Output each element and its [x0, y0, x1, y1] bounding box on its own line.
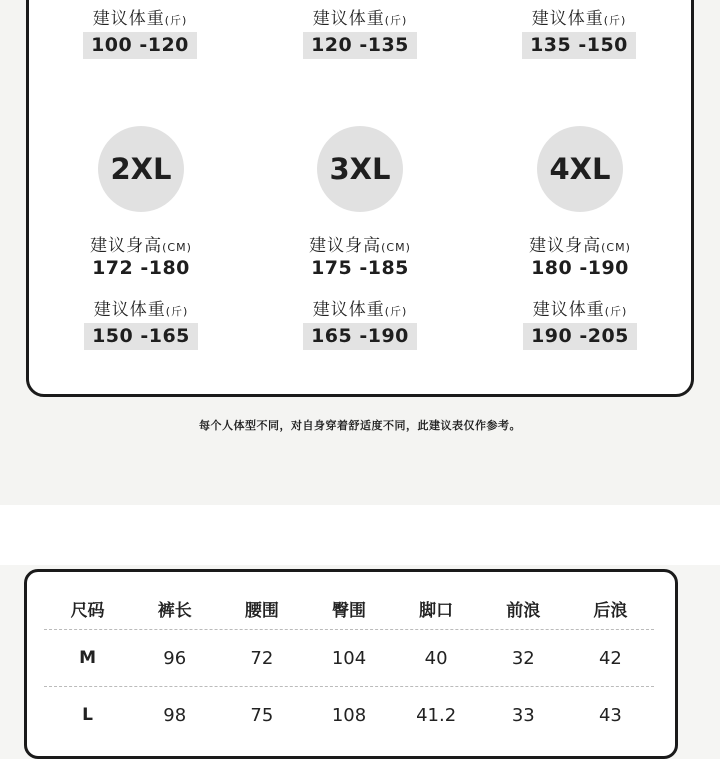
- size-col-3xl: [260, 126, 460, 350]
- table-cell: 43: [598, 704, 622, 726]
- header-back-rise: 后浪: [593, 601, 628, 621]
- weight-label: 建议体重(斤): [93, 300, 189, 320]
- disclaimer-note: 每个人体型不同，对自身穿着舒适度不同，此建议表仅作参考。: [199, 419, 521, 432]
- weight-label: 建议体重(斤): [92, 9, 188, 29]
- size-col-2-top: [260, 4, 460, 59]
- table-cell: 40: [424, 647, 448, 669]
- table-cell: L: [82, 705, 93, 725]
- weight-label: 建议体重(斤): [312, 9, 408, 29]
- size-col-4xl: [480, 126, 680, 350]
- table-cell: 108: [331, 704, 367, 726]
- table-cell: 72: [250, 647, 274, 669]
- height-label: 建议身高(CM): [309, 236, 411, 256]
- table-cell: 104: [331, 647, 367, 669]
- table-cell: 75: [250, 704, 274, 726]
- size-badge-3xl: 3XL: [317, 126, 403, 212]
- size-col-1-top: [40, 4, 240, 59]
- size-badge-4xl: 4XL: [537, 126, 623, 212]
- height-range: 175 -185: [311, 257, 409, 279]
- table-cell: 33: [511, 704, 535, 726]
- header-waist: 腰围: [244, 601, 279, 621]
- height-range: 172 -180: [92, 257, 190, 279]
- weight-range: 150 -165: [84, 323, 198, 350]
- table-row: [44, 686, 654, 743]
- weight-range: 165 -190: [303, 323, 417, 350]
- header-pants-length: 裤长: [157, 601, 192, 621]
- weight-range: 100 -120: [83, 32, 197, 59]
- weight-label: 建议体重(斤): [531, 9, 627, 29]
- weight-range: 120 -135: [303, 32, 417, 59]
- header-leg-opening: 脚口: [419, 601, 454, 621]
- section-divider: [0, 505, 720, 565]
- weight-label: 建议体重(斤): [532, 300, 628, 320]
- header-size: 尺码: [70, 601, 105, 621]
- size-col-2xl: [41, 126, 241, 350]
- header-front-rise: 前浪: [506, 601, 541, 621]
- table-header-row: [44, 588, 654, 629]
- height-label: 建议身高(CM): [90, 236, 192, 256]
- weight-range: 135 -150: [522, 32, 636, 59]
- size-col-3-top: [479, 4, 679, 59]
- height-range: 180 -190: [531, 257, 629, 279]
- weight-range: 190 -205: [523, 323, 637, 350]
- table-cell: M: [79, 648, 97, 668]
- weight-label: 建议体重(斤): [312, 300, 408, 320]
- table-cell: 96: [163, 647, 187, 669]
- table-cell: 41.2: [416, 704, 457, 726]
- height-label: 建议身高(CM): [529, 236, 631, 256]
- header-hip: 臀围: [331, 601, 366, 621]
- table-cell: 42: [598, 647, 622, 669]
- size-badge-2xl: 2XL: [98, 126, 184, 212]
- table-cell: 32: [511, 647, 535, 669]
- table-cell: 98: [163, 704, 187, 726]
- table-row: [44, 629, 654, 686]
